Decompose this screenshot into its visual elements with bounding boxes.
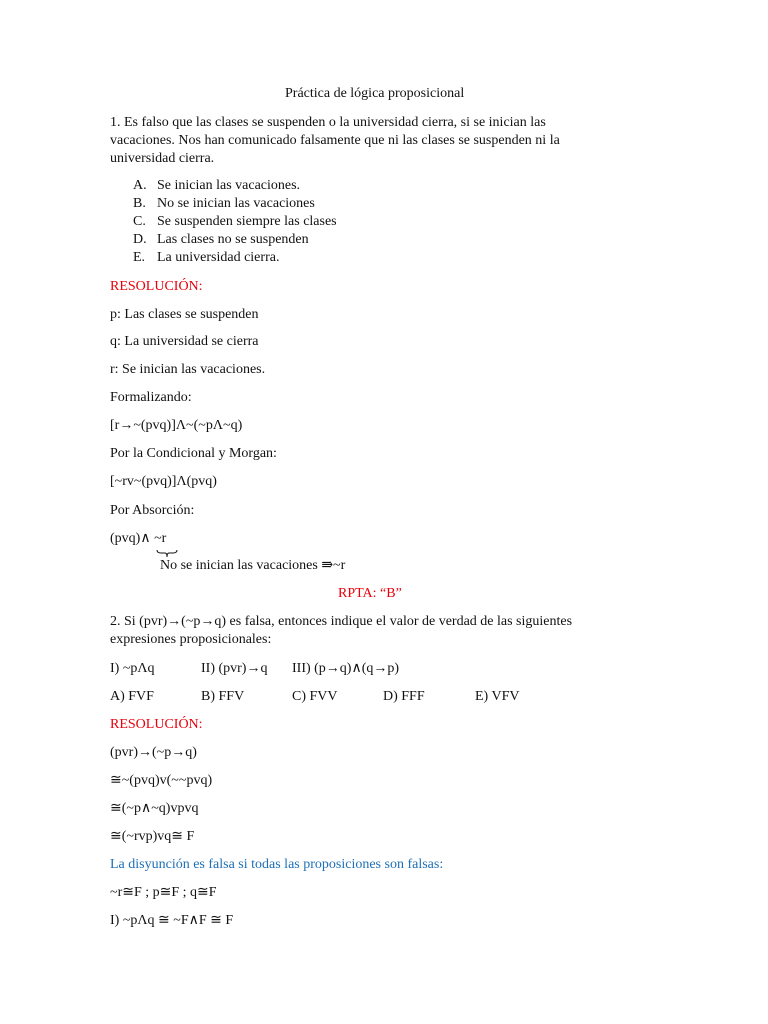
item-iii: III) (p→q)∧(q→p) <box>292 661 400 676</box>
question-2-line-2: expresiones proposicionales: <box>110 632 272 647</box>
definition-r: r: Se inician las vacaciones. <box>110 362 266 377</box>
option-text: Se inician las vacaciones. <box>157 178 301 193</box>
choice-d: D) FFF <box>383 689 425 704</box>
option-a <box>133 177 300 195</box>
option-text: No se inician las vacaciones <box>157 196 315 211</box>
question-1-line-3: universidad cierra. <box>110 151 215 166</box>
expression-2: [~rv~(pvq)]Λ(pvq) <box>110 474 217 489</box>
option-e <box>133 249 279 267</box>
option-text: Las clases no se suspenden <box>157 232 309 247</box>
evaluation-1: I) ~pΛq ≅ ~F∧F ≅ F <box>110 913 234 928</box>
formalizando-label: Formalizando: <box>110 390 192 405</box>
step-3: ≅(~p∧~q)vpvq <box>110 801 199 816</box>
step-1: (pvr)→(~p→q) <box>110 745 197 760</box>
question-2-line-1: 2. Si (pvr)→(~p→q) es falsa, entonces indique el valor de verdad de las siguientes <box>110 614 573 629</box>
answer-1: RPTA: “B” <box>338 586 402 601</box>
option-letter: D. <box>133 232 147 247</box>
brace-note: No se inician las vacaciones ⇛~r <box>160 558 346 573</box>
option-letter: E. <box>133 250 146 265</box>
step-4: ≅(~rvp)vq≅ F <box>110 829 195 844</box>
resolution-heading-1: RESOLUCIÓN: <box>110 279 203 294</box>
expression-1: [r→~(pvq)]Λ~(~pΛ~q) <box>110 418 243 433</box>
step-2: ≅~(pvq)v(~~pvq) <box>110 773 213 788</box>
disjunction-note: La disyunción es falsa si todas las proposiciones son falsas: <box>110 857 444 872</box>
option-c <box>133 213 337 231</box>
option-b <box>133 195 315 213</box>
option-letter: B. <box>133 196 146 211</box>
option-text: La universidad cierra. <box>157 250 280 265</box>
question-1-line-2: vacaciones. Nos han comunicado falsamente que ni las clases se suspenden ni la <box>110 133 560 148</box>
option-letter: A. <box>133 178 147 193</box>
truth-values: ~r≅F ; p≅F ; q≅F <box>110 885 217 900</box>
definition-q: q: La universidad se cierra <box>110 334 259 349</box>
choice-e: E) VFV <box>475 689 520 704</box>
option-d <box>133 231 309 249</box>
resolution-heading-2: RESOLUCIÓN: <box>110 717 203 732</box>
choice-a: A) FVF <box>110 689 154 704</box>
option-letter: C. <box>133 214 146 229</box>
choice-c: C) FVV <box>292 689 338 704</box>
option-text: Se suspenden siempre las clases <box>157 214 337 229</box>
item-i: I) ~pΛq <box>110 661 155 676</box>
absorcion-label: Por Absorción: <box>110 503 195 518</box>
page-title: Práctica de lógica proposicional <box>285 86 465 101</box>
item-ii: II) (pvr)→q <box>201 661 268 676</box>
choice-b: B) FFV <box>201 689 245 704</box>
morgan-label: Por la Condicional y Morgan: <box>110 446 277 461</box>
expression-3: (pvq)∧ ~r <box>110 531 167 546</box>
question-1-line-1: 1. Es falso que las clases se suspenden o la universidad cierra, si se inician las <box>110 115 546 130</box>
definition-p: p: Las clases se suspenden <box>110 307 259 322</box>
